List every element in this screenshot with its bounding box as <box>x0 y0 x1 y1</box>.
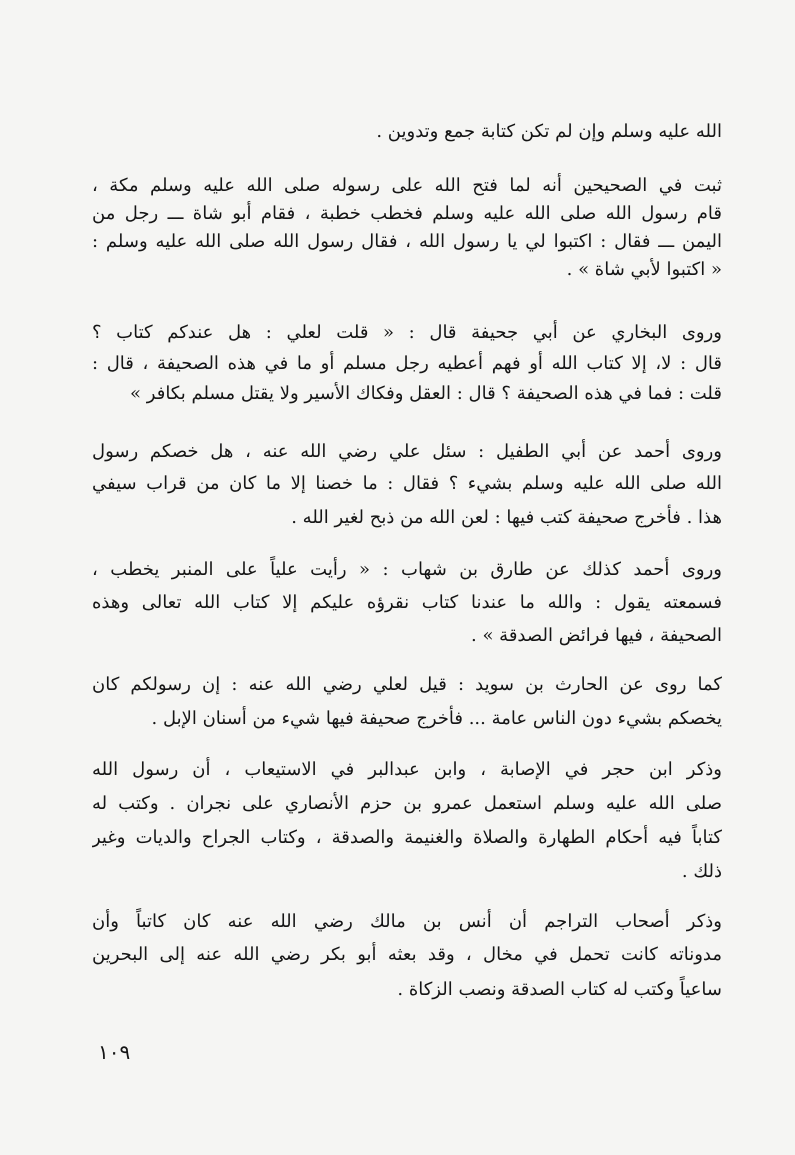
text-line: وروى أحمد عن أبي الطفيل : سئل علي رضي الله عنه ، هل خصكم رسول <box>92 441 722 462</box>
text-line: مدوناته كانت تحمل في مخال ، وقد بعثه أبو بكر رضي الله عنه إلى البحرين <box>92 944 722 965</box>
text-line: قام رسول الله صلى الله عليه وسلم فخطب خطبة ، فقام أبو شاة ـــ رجل من <box>92 203 722 224</box>
text-line: قلت : فما في هذه الصحيفة ؟ قال : العقل وفكاك الأسير ولا يقتل مسلم بكافر » <box>130 383 722 404</box>
text-line: قال : لا، إلا كتاب الله أو فهم أعطيه رجل مسلم أو ما في هذه الصحيفة ، قال : <box>92 353 722 374</box>
text-line: كما روى عن الحارث بن سويد : قيل لعلي رضي الله عنه : إن رسولكم كان <box>92 674 722 695</box>
text-line: وروى البخاري عن أبي جحيفة قال : « قلت لعلي : هل عندكم كتاب ؟ <box>92 322 722 343</box>
text-line: وذكر أصحاب التراجم أن أنس بن مالك رضي الله عنه كان كاتباً وأن <box>92 911 722 932</box>
text-line: كتاباً فيه أحكام الطهارة والصلاة والغنيمة والصدقة ، وكتاب الجراح والديات وغير <box>92 827 722 848</box>
text-line: فسمعته يقول : والله ما عندنا كتاب نقرؤه عليكم إلا كتاب الله تعالى وهذه <box>92 592 722 613</box>
text-line: هذا . فأخرج صحيفة كتب فيها : لعن الله من ذبح لغير الله . <box>291 507 722 528</box>
text-line: يخصكم بشيء دون الناس عامة ... فأخرج صحيفة فيها شيء من أسنان الإبل . <box>151 708 722 729</box>
text-line: الصحيفة ، فيها فرائض الصدقة » . <box>471 625 722 646</box>
page-number: ١٠٩ <box>98 1040 131 1064</box>
text-line: وذكر ابن حجر في الإصابة ، وابن عبدالبر في الاستيعاب ، أن رسول الله <box>92 759 722 780</box>
text-line: ثبت في الصحيحين أنه لما فتح الله على رسوله صلى الله عليه وسلم مكة ، <box>92 175 722 196</box>
text-line: وروى أحمد كذلك عن طارق بن شهاب : « رأيت علياً على المنبر يخطب ، <box>92 559 722 580</box>
text-line: صلى الله عليه وسلم استعمل عمرو بن حزم الأنصاري على نجران . وكتب له <box>92 793 722 814</box>
text-line: ساعياً وكتب له كتاب الصدقة ونصب الزكاة . <box>397 979 722 1000</box>
text-line: اليمن ـــ فقال : اكتبوا لي يا رسول الله ، فقال رسول الله صلى الله عليه وسلم : <box>92 231 722 252</box>
text-line: ذلك . <box>681 861 722 882</box>
text-line: الله عليه وسلم وإن لم تكن كتابة جمع وتدوين . <box>376 121 722 142</box>
text-line: « اكتبوا لأبي شاة » . <box>566 259 722 280</box>
text-line: الله صلى الله عليه وسلم بشيء ؟ فقال : ما خصنا إلا ما كان من قراب سيفي <box>92 473 722 494</box>
